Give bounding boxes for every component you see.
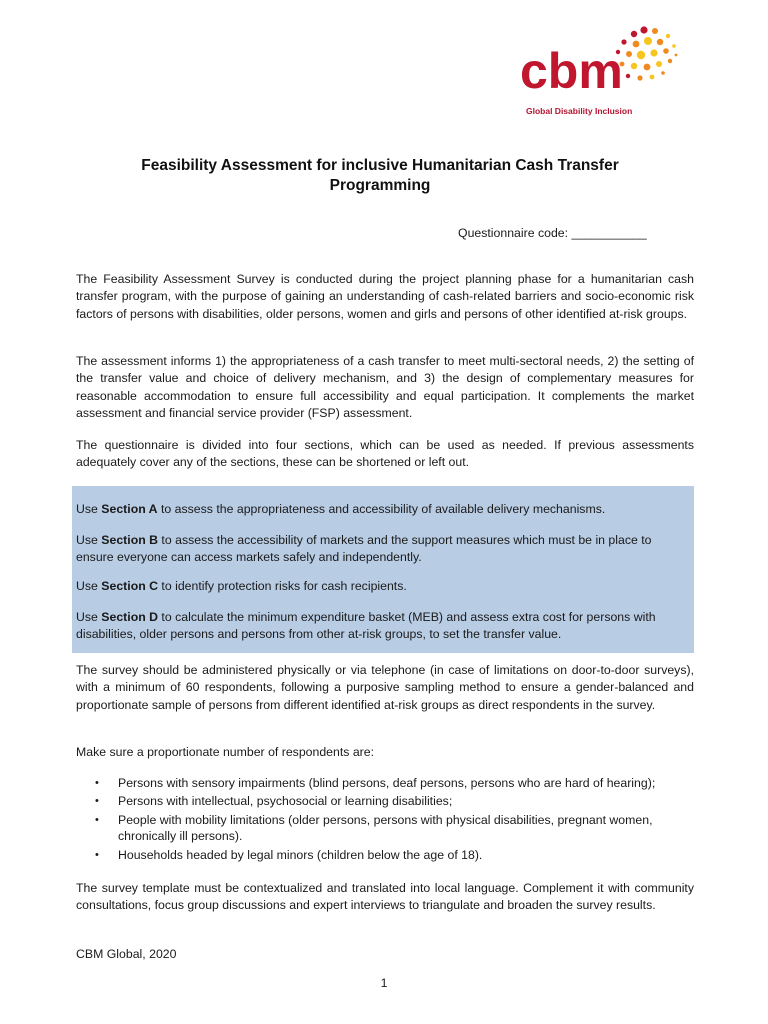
respondent-groups-list	[76, 775, 694, 865]
section-c-name: Section C	[101, 579, 159, 593]
sections-intro-paragraph: The questionnaire is divided into four sections, which can be used as needed. If previous assessments adequately cover any of the sections, these can be shortened or left out.	[76, 438, 694, 470]
list-item-text: Households headed by legal minors (children below the age of 18).	[118, 847, 483, 862]
page-number: 1	[380, 976, 388, 990]
list-item	[76, 847, 694, 863]
list-item-text: Persons with sensory impairments (blind persons, deaf persons, persons who are hard of hearing);	[118, 776, 656, 790]
list-item	[76, 812, 694, 845]
bullet-icon: •	[95, 795, 99, 808]
list-item-text: Persons with intellectual, psychosocial or learning disabilities;	[118, 794, 453, 809]
list-item	[76, 775, 694, 791]
use-word: Use	[76, 533, 98, 547]
logo-tagline: Global Disability Inclusion	[526, 106, 633, 116]
bullet-icon: •	[95, 777, 99, 789]
signature-line: CBM Global, 2020	[76, 947, 177, 961]
logo-wordmark: cbm	[520, 43, 623, 99]
bullet-icon: •	[95, 848, 99, 861]
administration-paragraph: The survey should be administered physically or via telephone (in case of limitations on door-to-door surveys), with a minimum of 60 respondents, following a purposive sampling method to ensure a gender-balanced and proportionate sample of persons from different identified at-risk groups as direct respondents in the survey.	[76, 663, 694, 712]
section-d-line	[76, 609, 688, 642]
section-a-line	[76, 501, 688, 518]
section-a-name: Section A	[101, 502, 158, 516]
use-word: Use	[76, 579, 98, 593]
template-paragraph: The survey template must be contextualized and translated into local language. Complement it with community consultations, focus group discussions and expert interviews to triangulate and broaden the survey results.	[76, 881, 694, 913]
section-c-line	[76, 578, 688, 595]
section-b-line	[76, 532, 688, 565]
list-item-text: People with mobility limitations (older persons, persons with physical disabilities, pregnant women, chronically ill persons).	[118, 812, 653, 844]
respondents-lead-in: Make sure a proportionate number of respondents are:	[76, 745, 375, 759]
informs-paragraph: The assessment informs 1) the appropriateness of a cash transfer to meet multi-sectoral needs, 2) the setting of the transfer value and choice of delivery mechanism, and 3) the design of complementary measures for reasonable accommodation to ensure full accessibility and equal participation. It complements the market assessment and financial service provider (FSP) assessment.	[76, 354, 694, 421]
list-item	[76, 793, 694, 809]
section-b-name: Section B	[101, 533, 159, 547]
section-d-name: Section D	[101, 610, 159, 624]
document-title: Feasibility Assessment for inclusive Humanitarian Cash Transfer Programming	[141, 157, 619, 194]
intro-paragraph: The Feasibility Assessment Survey is conducted during the project planning phase for a humanitarian cash transfer program, with the purpose of gaining an understanding of cash-related barriers and socio-economic risk factors of persons with disabilities, older persons, women and girls and persons of other identified at-risk groups.	[76, 272, 694, 321]
section-a-text: to assess the appropriateness and accessibility of available delivery mechanisms.	[157, 502, 606, 516]
sections-box	[72, 486, 694, 653]
cbm-logo	[518, 22, 678, 122]
bullet-icon: •	[95, 813, 99, 826]
section-b-text: to assess the accessibility of markets and the support measures which must be in place to ensure everyone can access markets safely and independently.	[76, 533, 652, 564]
use-word: Use	[76, 502, 98, 516]
section-c-text: to identify protection risks for cash recipients.	[158, 579, 407, 593]
section-d-text: to calculate the minimum expenditure basket (MEB) and assess extra cost for persons with disabilities, older persons and persons from other at-risk groups, to set the transfer value.	[76, 610, 656, 641]
use-word: Use	[76, 610, 98, 624]
cbm-logo-graphic	[518, 22, 678, 112]
questionnaire-code-label: Questionnaire code: ___________	[458, 226, 647, 240]
